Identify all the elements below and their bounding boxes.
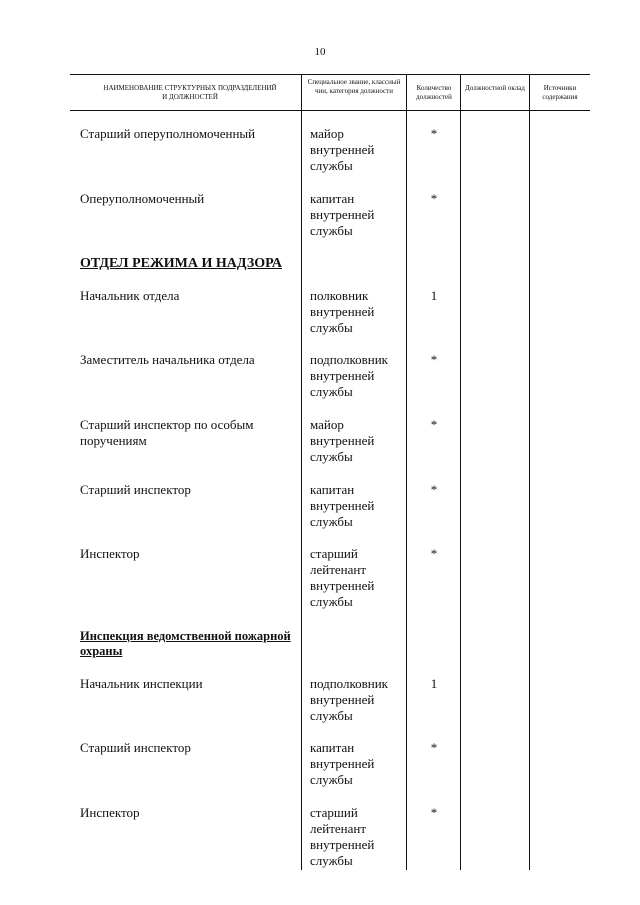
position-rank: майор внутренней службы [310, 126, 375, 173]
column-divider [460, 74, 461, 870]
position-quantity: * [430, 417, 438, 432]
position-rank: старший лейтенант внутренней службы [310, 546, 375, 609]
position-quantity: * [430, 191, 438, 206]
position-name: Инспектор [80, 805, 140, 820]
column-divider [406, 74, 407, 870]
header-quantity: Количество должностей [416, 84, 452, 101]
position-quantity: 1 [430, 288, 438, 303]
header-funding: Источники содержания [542, 84, 578, 101]
position-name: Начальник инспекции [80, 676, 203, 691]
position-quantity: * [430, 740, 438, 755]
position-rank: майор внутренней службы [310, 417, 375, 464]
position-name: Оперуполномоченный [80, 191, 205, 206]
position-quantity: * [430, 546, 438, 561]
position-name: Старший инспектор по особым поручениям [80, 417, 254, 448]
table-top-rule [70, 74, 590, 75]
position-name: Начальник отдела [80, 288, 180, 303]
subsection-title: Инспекция ведомственной пожарной охраны [80, 629, 291, 658]
header-name: НАИМЕНОВАНИЕ СТРУКТУРНЫХ ПОДРАЗДЕЛЕНИЙ И ДОЛЖНОСТЕЙ [103, 84, 277, 101]
position-quantity: * [430, 482, 438, 497]
header-rank: Специальное звание, классный чин, категория должности [307, 78, 401, 95]
position-rank: подполковник внутренней службы [310, 352, 388, 399]
position-name: Старший инспектор [80, 740, 191, 755]
position-name: Заместитель начальника отдела [80, 352, 255, 367]
staff-table [70, 74, 590, 870]
header-bottom-rule [70, 110, 590, 111]
position-rank: капитан внутренней службы [310, 740, 375, 787]
position-rank: старший лейтенант внутренней службы [310, 805, 375, 868]
column-divider [529, 74, 530, 870]
position-quantity: * [430, 352, 438, 367]
position-rank: капитан внутренней службы [310, 482, 375, 529]
position-quantity: 1 [430, 676, 438, 691]
position-quantity: * [430, 805, 438, 820]
header-salary: Должностной оклад [465, 84, 525, 92]
position-name: Инспектор [80, 546, 140, 561]
position-name: Старший оперуполномоченный [80, 126, 256, 141]
position-rank: капитан внутренней службы [310, 191, 375, 238]
section-title: ОТДЕЛ РЕЖИМА И НАДЗОРА [80, 256, 283, 271]
page-number: 10 [314, 46, 326, 58]
position-quantity: * [430, 126, 438, 141]
position-name: Старший инспектор [80, 482, 191, 497]
position-rank: подполковник внутренней службы [310, 676, 388, 723]
position-rank: полковник внутренней службы [310, 288, 375, 335]
